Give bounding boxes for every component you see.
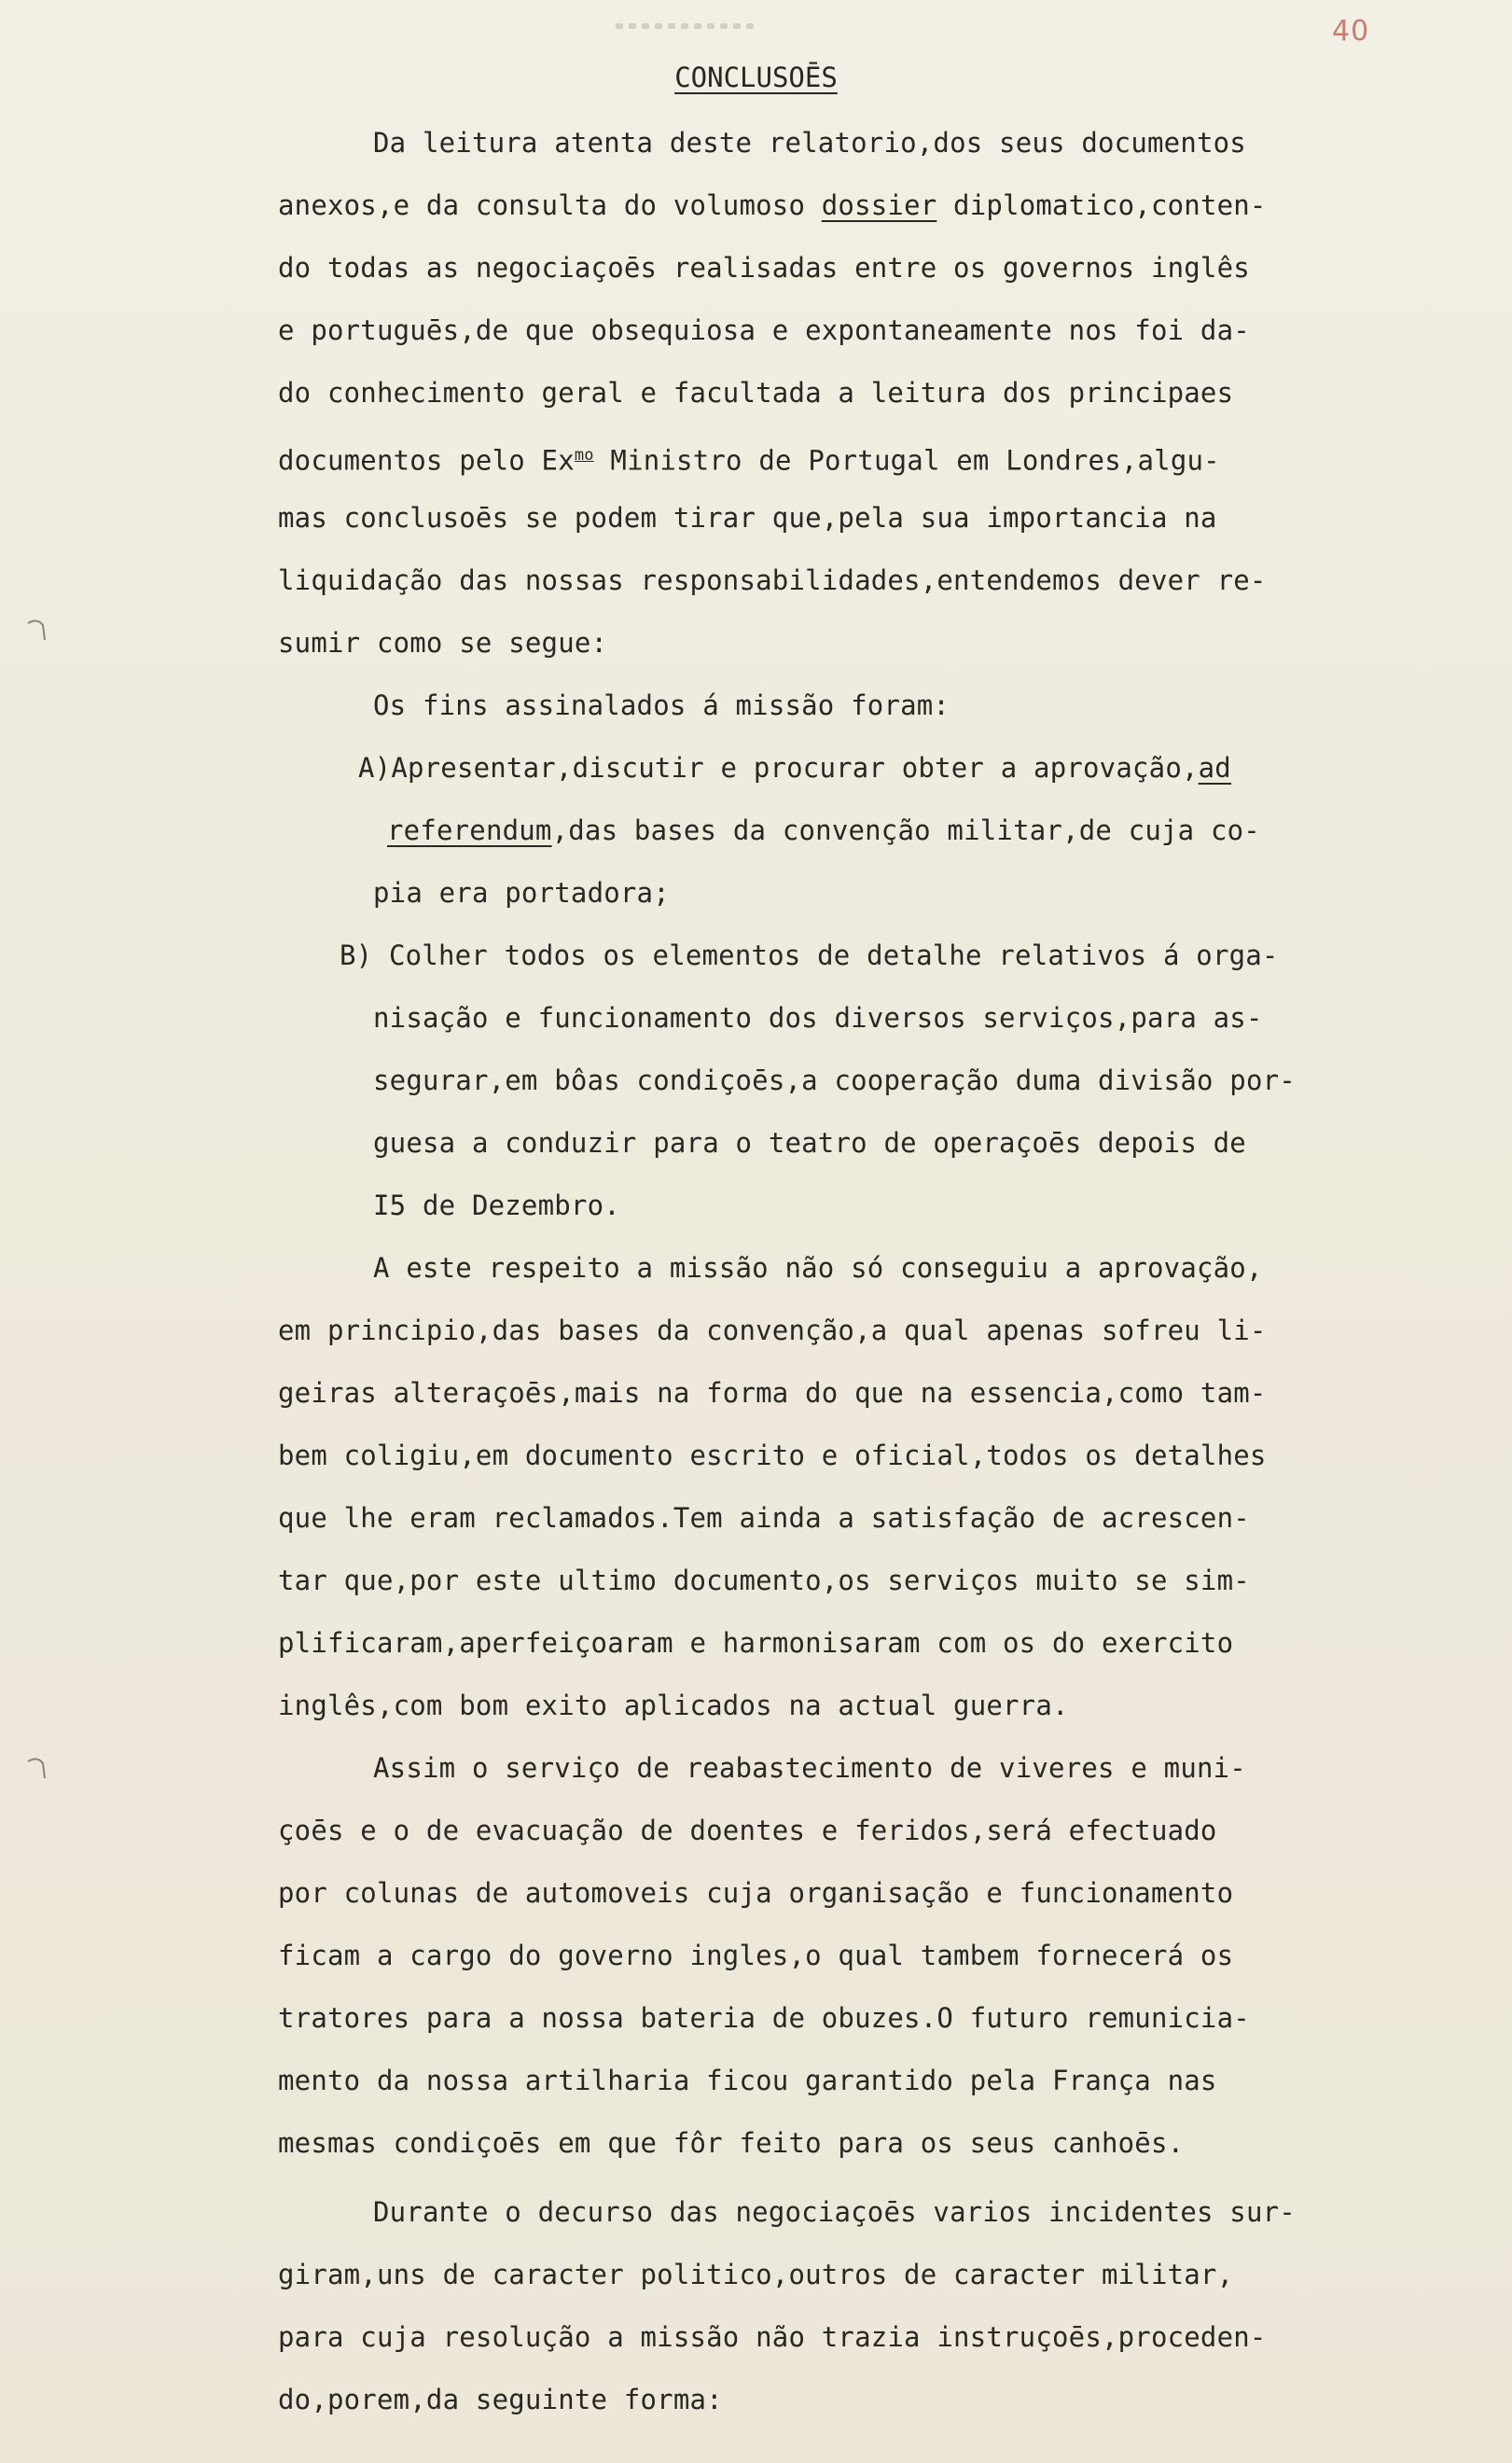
faded-stamp-marks bbox=[616, 15, 802, 32]
punch-hole-mark-icon bbox=[24, 616, 49, 644]
punch-hole-mark-icon bbox=[24, 1754, 49, 1782]
list-item-b: guesa a conduzir para o teatro de operaçoēs depois de bbox=[373, 1127, 1246, 1159]
body-line: geiras alteraçoēs,mais na forma do que na essencia,como tam- bbox=[278, 1377, 1267, 1409]
body-line: mento da nossa artilharia ficou garantido pela França nas bbox=[278, 2065, 1217, 2096]
body-line: inglês,com bom exito aplicados na actual guerra. bbox=[278, 1690, 1069, 1721]
list-item-b: B) Colher todos os elementos de detalhe relativos á orga- bbox=[340, 939, 1279, 971]
body-line: em principio,das bases da convenção,a qual apenas sofreu li- bbox=[278, 1315, 1267, 1346]
body-line: plificaram,aperfeiçoaram e harmonisaram com os do exercito bbox=[278, 1627, 1234, 1659]
body-line: çoēs e o de evacuação de doentes e feridos,será efectuado bbox=[278, 1815, 1217, 1846]
page-title: CONCLUSOĒS bbox=[674, 62, 838, 93]
body-line: giram,uns de caracter politico,outros de caracter militar, bbox=[278, 2259, 1234, 2290]
body-line: mas conclusoēs se podem tirar que,pela sua importancia na bbox=[278, 502, 1217, 534]
body-line: Os fins assinalados á missão foram: bbox=[373, 689, 950, 721]
body-line: tratores para a nossa bateria de obuzes.O futuro remunicia- bbox=[278, 2002, 1250, 2034]
line-segment: ,das bases da convenção militar,de cuja co- bbox=[551, 814, 1260, 846]
line-segment: diplomatico,conten- bbox=[936, 189, 1267, 221]
list-item-b: nisação e funcionamento dos diversos serviços,para as- bbox=[373, 1002, 1263, 1034]
body-line bbox=[278, 439, 1220, 477]
body-line: bem coligiu,em documento escrito e oficial,todos os detalhes bbox=[278, 1440, 1267, 1471]
body-line: Assim o serviço de reabastecimento de viveres e muni- bbox=[373, 1752, 1246, 1784]
body-line: Durante o decurso das negociaçoēs varios incidentes sur- bbox=[373, 2196, 1296, 2228]
body-line: que lhe eram reclamados.Tem ainda a satisfação de acrescen- bbox=[278, 1502, 1250, 1534]
superscript: mo bbox=[574, 446, 594, 465]
list-item-a bbox=[387, 814, 1260, 846]
line-segment: Ministro de Portugal em Londres,algu- bbox=[593, 444, 1220, 477]
underlined-term: dossier bbox=[821, 189, 937, 221]
body-line: sumir como se segue: bbox=[278, 627, 608, 659]
body-line: Da leitura atenta deste relatorio,dos seus documentos bbox=[373, 127, 1246, 159]
body-line bbox=[278, 189, 1267, 221]
body-line: tar que,por este ultimo documento,os serviços muito se sim- bbox=[278, 1565, 1250, 1596]
body-line: e portuguēs,de que obsequiosa e expontaneamente nos foi da- bbox=[278, 314, 1250, 346]
body-line: para cuja resolução a missão não trazia instruçoēs,proceden- bbox=[278, 2321, 1267, 2353]
underlined-term: ad bbox=[1198, 752, 1231, 784]
body-line: mesmas condiçoēs em que fôr feito para os seus canhoēs. bbox=[278, 2127, 1185, 2159]
page-number: 40 bbox=[1332, 15, 1370, 48]
list-item-b: I5 de Dezembro. bbox=[373, 1190, 620, 1221]
body-line: A este respeito a missão não só conseguiu a aprovação, bbox=[373, 1252, 1263, 1284]
underlined-term: referendum bbox=[387, 814, 552, 846]
list-item-a: pia era portadora; bbox=[373, 877, 670, 909]
list-item-b: segurar,em bôas condiçoēs,a cooperação duma divisão por- bbox=[373, 1065, 1296, 1096]
body-line: por colunas de automoveis cuja organisação e funcionamento bbox=[278, 1877, 1234, 1909]
body-line: do conhecimento geral e facultada a leitura dos principaes bbox=[278, 377, 1234, 409]
line-segment: documentos pelo Ex bbox=[278, 444, 575, 477]
body-line: ficam a cargo do governo ingles,o qual tambem fornecerá os bbox=[278, 1940, 1234, 1971]
line-segment: anexos,e da consulta do volumoso bbox=[278, 189, 822, 221]
body-line: liquidação das nossas responsabilidades,entendemos dever re- bbox=[278, 564, 1267, 596]
line-segment: A)Apresentar,discutir e procurar obter a aprovação, bbox=[358, 752, 1199, 784]
body-line: do,porem,da seguinte forma: bbox=[278, 2384, 723, 2415]
body-line: do todas as negociaçoēs realisadas entre os governos inglês bbox=[278, 252, 1250, 284]
list-item-a bbox=[358, 752, 1231, 784]
